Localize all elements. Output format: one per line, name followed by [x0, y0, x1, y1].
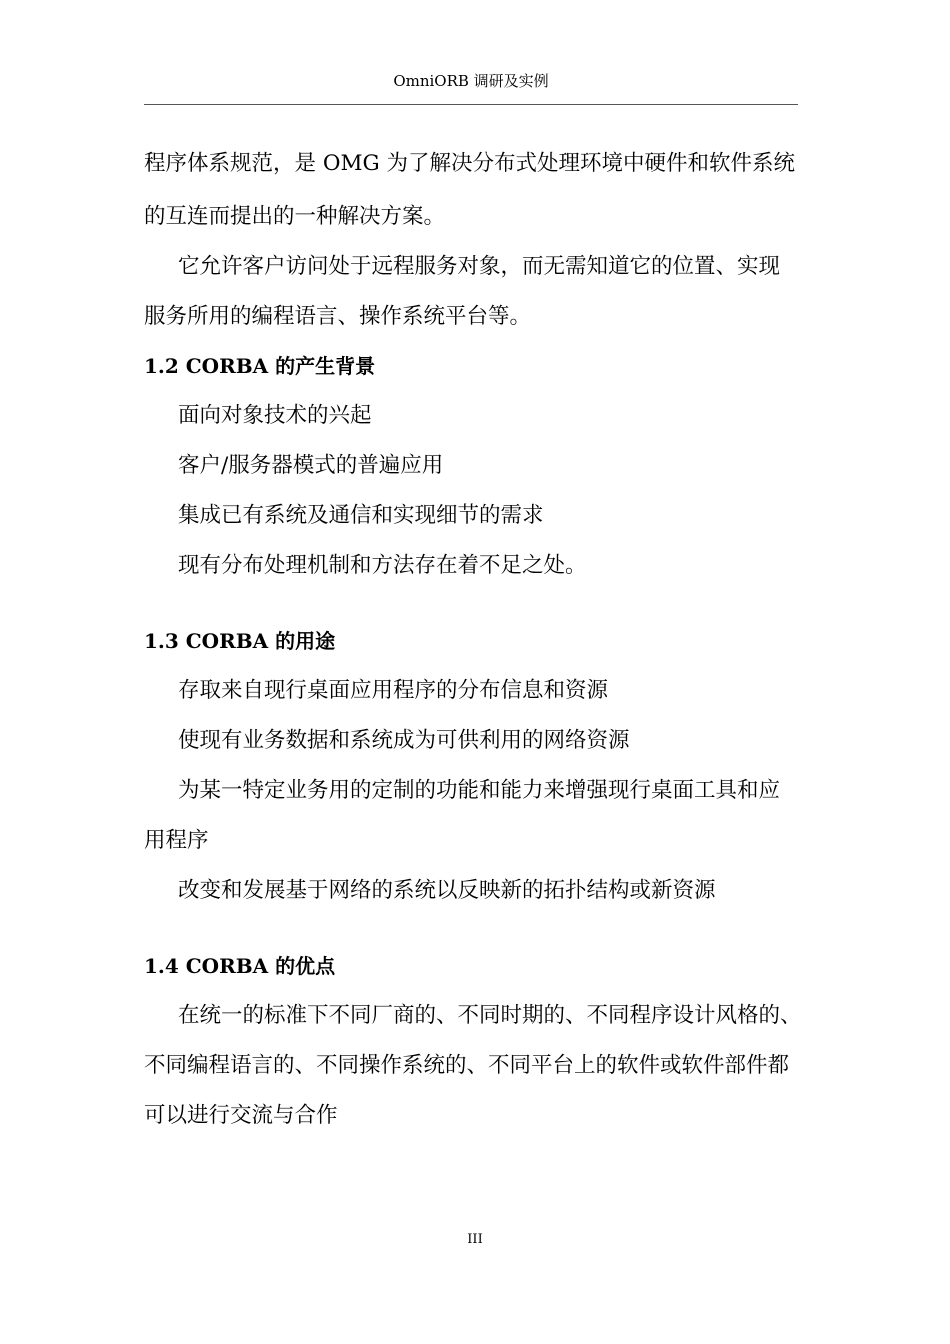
list-item: 为某一特定业务用的定制的功能和能力来增强现行桌面工具和应: [178, 778, 781, 803]
page-header: OmniORB 调研及实例: [393, 72, 549, 90]
list-item: 客户/服务器模式的普遍应用: [178, 453, 444, 478]
paragraph-line: 程序体系规范，是 OMG 为了解决分布式处理环境中硬件和软件系统: [144, 151, 795, 176]
header-rule: [144, 104, 798, 105]
paragraph-line: 它允许客户访问处于远程服务对象，而无需知道它的位置、实现: [178, 254, 781, 279]
list-item: 现有分布处理机制和方法存在着不足之处。: [178, 553, 587, 578]
section-heading-1-3: 1.3 CORBA 的用途: [144, 629, 336, 653]
paragraph-line: 可以进行交流与合作: [144, 1103, 338, 1128]
section-heading-1-4: 1.4 CORBA 的优点: [144, 954, 336, 978]
list-item: 面向对象技术的兴起: [178, 403, 372, 428]
paragraph-line: 的互连而提出的一种解决方案。: [144, 204, 446, 229]
list-item: 集成已有系统及通信和实现细节的需求: [178, 503, 544, 528]
page-number: III: [467, 1232, 483, 1247]
list-item: 改变和发展基于网络的系统以反映新的拓扑结构或新资源: [178, 878, 716, 903]
list-item: 使现有业务数据和系统成为可供利用的网络资源: [178, 728, 630, 753]
list-item: 用程序: [144, 828, 209, 853]
paragraph-line: 服务所用的编程语言、操作系统平台等。: [144, 304, 532, 329]
paragraph-line: 在统一的标准下不同厂商的、不同时期的、不同程序设计风格的、: [178, 1003, 802, 1028]
section-heading-1-2: 1.2 CORBA 的产生背景: [144, 354, 376, 378]
paragraph-line: 不同编程语言的、不同操作系统的、不同平台上的软件或软件部件都: [144, 1053, 790, 1078]
list-item: 存取来自现行桌面应用程序的分布信息和资源: [178, 678, 609, 703]
